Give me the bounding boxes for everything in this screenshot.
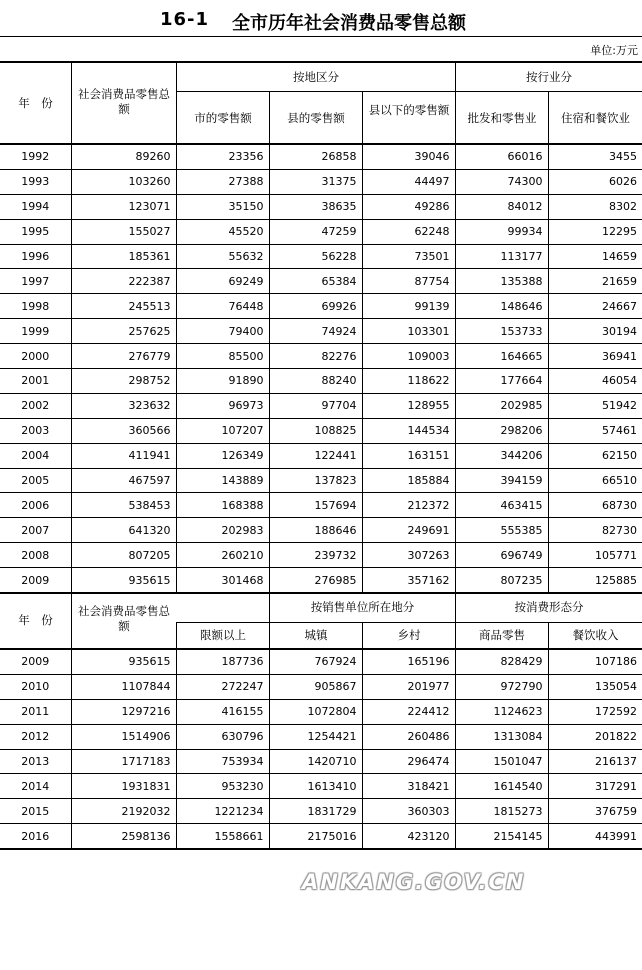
year-cell: 1992 [0,145,71,169]
table2 [0,650,642,849]
value-cell: 257625 [71,319,176,344]
table-number: 16-1 [160,9,210,30]
header2-above-limit: 限额以上 [200,628,246,642]
year-cell: 2006 [0,493,71,518]
value-cell: 1124623 [455,699,548,724]
value-cell: 555385 [455,518,548,543]
year-cell: 2004 [0,443,71,468]
header-by-region: 按地区分 [293,70,339,84]
value-cell: 125885 [548,568,642,593]
value-cell: 298752 [71,369,176,394]
header-county: 县的零售额 [287,111,345,125]
table-row [0,344,642,369]
value-cell: 57461 [548,418,642,443]
header-year: 年 份 [18,96,53,110]
header-below-county: 县以下的零售额 [368,103,450,117]
value-cell: 107207 [176,418,269,443]
value-cell: 23356 [176,145,269,169]
table-row [0,319,642,344]
value-cell: 27388 [176,169,269,194]
table-row [0,145,642,169]
value-cell: 538453 [71,493,176,518]
value-cell: 46054 [548,369,642,394]
title-divider [0,36,642,37]
value-cell: 31375 [269,169,362,194]
value-cell: 21659 [548,269,642,294]
year-cell: 2014 [0,774,71,799]
value-cell: 318421 [362,774,455,799]
value-cell: 155027 [71,219,176,244]
value-cell: 36941 [548,344,642,369]
value-cell: 202983 [176,518,269,543]
value-cell: 972790 [455,674,548,699]
value-cell: 84012 [455,194,548,219]
page-title [0,6,642,34]
year-cell: 1997 [0,269,71,294]
value-cell: 260210 [176,543,269,568]
header-hotel-catering: 住宿和餐饮业 [561,111,630,125]
value-cell: 153733 [455,319,548,344]
value-cell: 443991 [548,824,642,849]
value-cell: 69249 [176,269,269,294]
value-cell: 260486 [362,724,455,749]
table-row [0,294,642,319]
value-cell: 103260 [71,169,176,194]
value-cell: 357162 [362,568,455,593]
value-cell: 185884 [362,468,455,493]
value-cell: 953230 [176,774,269,799]
header2-goods-retail: 商品零售 [479,628,525,642]
watermark: ANKANG.GOV.CN [302,870,526,894]
header2-total: 社会消费品零售总额 [78,604,170,633]
year-cell: 2011 [0,699,71,724]
header2-urban: 城镇 [304,628,328,642]
value-cell: 1514906 [71,724,176,749]
value-cell: 148646 [455,294,548,319]
value-cell: 245513 [71,294,176,319]
value-cell: 807205 [71,543,176,568]
value-cell: 187736 [176,650,269,674]
header2-catering-income: 餐饮收入 [572,628,619,642]
value-cell: 222387 [71,269,176,294]
value-cell: 301468 [176,568,269,593]
value-cell: 828429 [455,650,548,674]
year-cell: 1993 [0,169,71,194]
value-cell: 14659 [548,244,642,269]
value-cell: 216137 [548,749,642,774]
value-cell: 807235 [455,568,548,593]
table-row [0,244,642,269]
value-cell: 82730 [548,518,642,543]
value-cell: 123071 [71,194,176,219]
value-cell: 96973 [176,393,269,418]
header-total: 社会消费品零售总额 [78,87,170,116]
value-cell: 2175016 [269,824,362,849]
value-cell: 1072804 [269,699,362,724]
table-row [0,518,642,543]
table-row [0,393,642,418]
table-row [0,169,642,194]
value-cell: 935615 [71,568,176,593]
value-cell: 360303 [362,799,455,824]
value-cell: 107186 [548,650,642,674]
value-cell: 411941 [71,443,176,468]
year-cell: 2016 [0,824,71,849]
value-cell: 1254421 [269,724,362,749]
table-row [0,418,642,443]
value-cell: 201977 [362,674,455,699]
value-cell: 62150 [548,443,642,468]
value-cell: 135388 [455,269,548,294]
value-cell: 276779 [71,344,176,369]
table-row [0,269,642,294]
value-cell: 108825 [269,418,362,443]
value-cell: 144534 [362,418,455,443]
value-cell: 224412 [362,699,455,724]
value-cell: 1501047 [455,749,548,774]
table-row [0,468,642,493]
value-cell: 6026 [548,169,642,194]
value-cell: 1297216 [71,699,176,724]
year-cell: 2002 [0,393,71,418]
value-cell: 323632 [71,393,176,418]
header-wholesale-retail: 批发和零售业 [467,111,537,125]
value-cell: 376759 [548,799,642,824]
value-cell: 44497 [362,169,455,194]
value-cell: 99934 [455,219,548,244]
value-cell: 82276 [269,344,362,369]
year-cell: 2008 [0,543,71,568]
table2-bottom-border [0,848,642,850]
value-cell: 68730 [548,493,642,518]
table2-top-border [0,592,642,594]
value-cell: 1221234 [176,799,269,824]
value-cell: 307263 [362,543,455,568]
value-cell: 188646 [269,518,362,543]
value-cell: 128955 [362,393,455,418]
value-cell: 416155 [176,699,269,724]
value-cell: 767924 [269,650,362,674]
value-cell: 74300 [455,169,548,194]
value-cell: 118622 [362,369,455,394]
value-cell: 753934 [176,749,269,774]
value-cell: 202985 [455,393,548,418]
value-cell: 423120 [362,824,455,849]
header-city: 市的零售额 [194,111,252,125]
value-cell: 65384 [269,269,362,294]
value-cell: 2192032 [71,799,176,824]
value-cell: 935615 [71,650,176,674]
value-cell: 62248 [362,219,455,244]
value-cell: 276985 [269,568,362,593]
value-cell: 87754 [362,269,455,294]
value-cell: 56228 [269,244,362,269]
value-cell: 66510 [548,468,642,493]
table-row [0,824,642,849]
value-cell: 249691 [362,518,455,543]
value-cell: 163151 [362,443,455,468]
value-cell: 272247 [176,674,269,699]
value-cell: 91890 [176,369,269,394]
table-row [0,194,642,219]
value-cell: 177664 [455,369,548,394]
year-cell: 2009 [0,650,71,674]
value-cell: 3455 [548,145,642,169]
value-cell: 74924 [269,319,362,344]
value-cell: 51942 [548,393,642,418]
table-row [0,799,642,824]
year-cell: 1999 [0,319,71,344]
table-row [0,568,642,593]
year-cell: 2013 [0,749,71,774]
value-cell: 467597 [71,468,176,493]
year-cell: 2000 [0,344,71,369]
value-cell: 168388 [176,493,269,518]
value-cell: 164665 [455,344,548,369]
value-cell: 317291 [548,774,642,799]
value-cell: 1614540 [455,774,548,799]
value-cell: 298206 [455,418,548,443]
value-cell: 360566 [71,418,176,443]
table-row [0,219,642,244]
year-cell: 1996 [0,244,71,269]
value-cell: 26858 [269,145,362,169]
value-cell: 55632 [176,244,269,269]
year-cell: 1994 [0,194,71,219]
value-cell: 79400 [176,319,269,344]
value-cell: 143889 [176,468,269,493]
table-row [0,650,642,674]
table-row [0,699,642,724]
value-cell: 1931831 [71,774,176,799]
value-cell: 1420710 [269,749,362,774]
value-cell: 12295 [548,219,642,244]
value-cell: 630796 [176,724,269,749]
value-cell: 641320 [71,518,176,543]
table-row [0,369,642,394]
value-cell: 463415 [455,493,548,518]
header2-year: 年 份 [18,613,53,627]
year-cell: 2001 [0,369,71,394]
value-cell: 97704 [269,393,362,418]
value-cell: 109003 [362,344,455,369]
value-cell: 126349 [176,443,269,468]
year-cell: 2003 [0,418,71,443]
unit-label: 单位:万元 [590,44,638,57]
value-cell: 905867 [269,674,362,699]
value-cell: 113177 [455,244,548,269]
year-cell: 1995 [0,219,71,244]
value-cell: 35150 [176,194,269,219]
year-cell: 2005 [0,468,71,493]
table-row [0,493,642,518]
value-cell: 165196 [362,650,455,674]
table-row [0,724,642,749]
value-cell: 2154145 [455,824,548,849]
value-cell: 49286 [362,194,455,219]
header2-by-location: 按销售单位所在地分 [310,600,415,614]
value-cell: 103301 [362,319,455,344]
value-cell: 157694 [269,493,362,518]
value-cell: 39046 [362,145,455,169]
value-cell: 73501 [362,244,455,269]
value-cell: 212372 [362,493,455,518]
value-cell: 47259 [269,219,362,244]
value-cell: 137823 [269,468,362,493]
table-row [0,749,642,774]
value-cell: 239732 [269,543,362,568]
year-cell: 2015 [0,799,71,824]
header2-rural: 乡村 [397,628,421,642]
year-cell: 2010 [0,674,71,699]
value-cell: 38635 [269,194,362,219]
value-cell: 1613410 [269,774,362,799]
table1 [0,145,642,593]
value-cell: 135054 [548,674,642,699]
value-cell: 99139 [362,294,455,319]
value-cell: 394159 [455,468,548,493]
value-cell: 24667 [548,294,642,319]
table-title: 全市历年社会消费品零售总额 [232,13,466,34]
value-cell: 85500 [176,344,269,369]
year-cell: 2012 [0,724,71,749]
value-cell: 1313084 [455,724,548,749]
year-cell: 2009 [0,568,71,593]
year-cell: 1998 [0,294,71,319]
value-cell: 696749 [455,543,548,568]
table-row [0,543,642,568]
value-cell: 185361 [71,244,176,269]
table-row [0,774,642,799]
value-cell: 1107844 [71,674,176,699]
value-cell: 201822 [548,724,642,749]
value-cell: 1831729 [269,799,362,824]
value-cell: 66016 [455,145,548,169]
header-by-industry: 按行业分 [526,70,572,84]
value-cell: 105771 [548,543,642,568]
value-cell: 45520 [176,219,269,244]
value-cell: 88240 [269,369,362,394]
table1-top-border [0,61,642,63]
value-cell: 122441 [269,443,362,468]
value-cell: 89260 [71,145,176,169]
value-cell: 8302 [548,194,642,219]
value-cell: 2598136 [71,824,176,849]
value-cell: 296474 [362,749,455,774]
value-cell: 76448 [176,294,269,319]
value-cell: 172592 [548,699,642,724]
value-cell: 1815273 [455,799,548,824]
value-cell: 1717183 [71,749,176,774]
value-cell: 30194 [548,319,642,344]
table-row [0,443,642,468]
value-cell: 1558661 [176,824,269,849]
value-cell: 344206 [455,443,548,468]
value-cell: 69926 [269,294,362,319]
header2-by-consumption: 按消费形态分 [514,600,584,614]
year-cell: 2007 [0,518,71,543]
table-row [0,674,642,699]
